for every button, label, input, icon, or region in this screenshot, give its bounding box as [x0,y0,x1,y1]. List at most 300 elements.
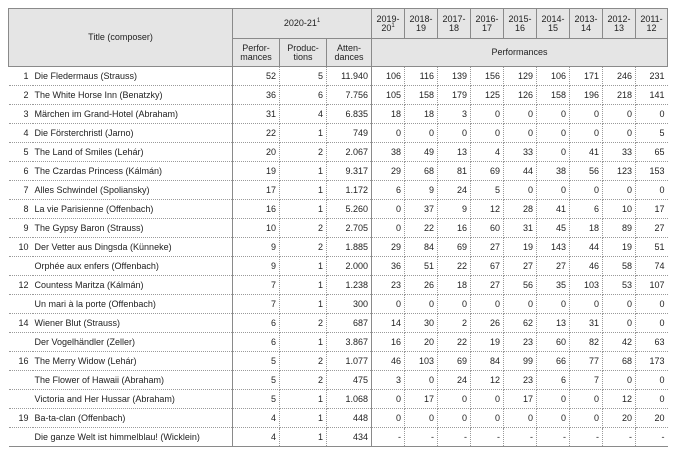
performances-label: Perfor- mances [240,42,272,62]
productions-2020-cell: 6 [280,86,327,105]
table-row [9,67,668,86]
productions-2020-cell: 2 [280,371,327,390]
rank-cell [9,333,33,352]
season-performances-cell: 106 [372,67,405,86]
table-row [9,371,668,390]
season-performances-cell: 23 [504,333,537,352]
attendances-2020-cell: 1.238 [327,276,372,295]
season-end-label: 15 [548,22,559,33]
title-cell: The Gypsy Baron (Strauss) [33,219,233,238]
season-performances-cell: 218 [603,86,636,105]
attendances-2020-cell: 1.172 [327,181,372,200]
title-cell: Der Vetter aus Dingsda (Künneke) [33,238,233,257]
season-performances-cell: 27 [471,238,504,257]
season-performances-cell: 0 [372,124,405,143]
productions-2020-cell: 2 [280,314,327,333]
season-performances-cell: 12 [603,390,636,409]
season-performances-cell: 0 [471,124,504,143]
productions-2020-cell: 2 [280,352,327,371]
season-2020-header [233,9,372,39]
season-performances-cell: 0 [504,124,537,143]
performances-2020-cell: 6 [233,314,280,333]
season-performances-cell: - [570,428,603,447]
season-performances-cell: 69 [438,352,471,371]
attendances-2020-cell: 434 [327,428,372,447]
season-performances-cell: 69 [438,238,471,257]
season-performances-cell: - [405,428,438,447]
rank-cell [9,428,33,447]
season-performances-cell: 0 [603,181,636,200]
season-performances-cell: 103 [570,276,603,295]
productions-2020-cell: 1 [280,162,327,181]
season-performances-cell: 12 [471,371,504,390]
season-performances-cell: 0 [372,219,405,238]
season-performances-cell: 10 [603,200,636,219]
season-performances-cell: 27 [537,257,570,276]
productions-2020-cell: 4 [280,105,327,124]
season-performances-cell: 82 [570,333,603,352]
season-start-label: 2016- [475,13,499,24]
season-performances-cell: 67 [471,257,504,276]
season-performances-cell: 38 [537,162,570,181]
title-cell: Wiener Blut (Strauss) [33,314,233,333]
attendances-2020-cell: 7.756 [327,86,372,105]
season-end-label: 20 [381,22,392,33]
productions-2020-cell: 1 [280,181,327,200]
performances-2020-cell: 31 [233,105,280,124]
season-performances-cell: 231 [636,67,668,86]
season-performances-cell: 2 [438,314,471,333]
season-performances-cell: 14 [372,314,405,333]
season-performances-cell: 33 [504,143,537,162]
season-performances-cell: 17 [405,390,438,409]
table-row [9,390,668,409]
season-performances-cell: 0 [570,124,603,143]
season-performances-cell: 3 [372,371,405,390]
season-performances-cell: 20 [603,409,636,428]
rank-cell: 8 [9,200,33,219]
operetta-statistics-table [8,8,668,447]
season-performances-cell: 68 [405,162,438,181]
season-performances-cell: 0 [570,181,603,200]
season-performances-cell: 0 [372,409,405,428]
attendances-2020-cell: 6.835 [327,105,372,124]
season-performances-cell: 19 [504,238,537,257]
productions-2020-cell: 1 [280,390,327,409]
attendances-2020-cell: 2.000 [327,257,372,276]
season-end-label: 12 [646,22,657,33]
season-header-8 [636,9,668,39]
season-performances-cell: 0 [570,105,603,124]
season-performances-cell: 158 [405,86,438,105]
season-performances-cell: - [636,428,668,447]
season-performances-cell: 141 [636,86,668,105]
table-row [9,276,668,295]
season-performances-cell: 6 [570,200,603,219]
title-cell: The Land of Smiles (Lehár) [33,143,233,162]
season-performances-cell: 0 [471,105,504,124]
season-performances-cell: 0 [537,181,570,200]
season-start-label: 2017- [442,13,466,24]
rank-cell: 5 [9,143,33,162]
table-row [9,200,668,219]
table-body [9,67,668,447]
season-performances-cell: 27 [636,219,668,238]
season-performances-cell: 0 [471,390,504,409]
performances-2020-cell: 5 [233,352,280,371]
season-start-label: 2013- [574,13,598,24]
season-performances-cell: 27 [471,276,504,295]
season-performances-cell: 74 [636,257,668,276]
productions-2020-cell: 1 [280,333,327,352]
season-performances-cell: 22 [438,257,471,276]
rank-cell: 6 [9,162,33,181]
season-performances-cell: 63 [636,333,668,352]
season-performances-cell: 51 [636,238,668,257]
season-performances-cell: 37 [405,200,438,219]
attendances-label: Atten- dances [334,42,364,62]
attendances-2020-cell: 1.068 [327,390,372,409]
attendances-2020-cell: 3.867 [327,333,372,352]
attendances-2020-cell: 2.705 [327,219,372,238]
season-performances-cell: 17 [504,390,537,409]
season-performances-cell: 29 [372,162,405,181]
performances-2020-cell: 4 [233,409,280,428]
season-performances-cell: 33 [603,143,636,162]
season-end-label: 18 [449,22,460,33]
season-performances-cell: 27 [504,257,537,276]
performances-2020-cell: 36 [233,86,280,105]
season-performances-cell: 24 [438,181,471,200]
season-performances-cell: 6 [372,181,405,200]
season-performances-cell: 0 [570,390,603,409]
productions-2020-cell: 1 [280,295,327,314]
productions-2020-cell: 1 [280,124,327,143]
season-performances-cell: 18 [405,105,438,124]
season-performances-cell: 0 [603,371,636,390]
title-cell: La vie Parisienne (Offenbach) [33,200,233,219]
season-performances-cell: 81 [438,162,471,181]
season-performances-cell: 19 [471,333,504,352]
attendances-2020-cell: 300 [327,295,372,314]
season-performances-cell: 36 [372,257,405,276]
season-performances-cell: 41 [570,143,603,162]
season-performances-cell: 0 [372,200,405,219]
season-performances-cell: 126 [504,86,537,105]
productions-header [280,39,327,67]
attendances-2020-cell: 749 [327,124,372,143]
productions-2020-cell: 2 [280,143,327,162]
table-row [9,333,668,352]
performances-2020-cell: 52 [233,67,280,86]
season-performances-cell: 26 [405,276,438,295]
season-performances-cell: 0 [537,390,570,409]
season-2020-footnote: 1 [316,18,321,24]
season-performances-cell: 24 [438,371,471,390]
productions-2020-cell: 5 [280,67,327,86]
season-header-0 [372,9,405,39]
season-performances-cell: 0 [372,295,405,314]
table-row [9,143,668,162]
season-performances-cell: - [537,428,570,447]
performances-2020-cell: 5 [233,371,280,390]
table-row [9,257,668,276]
season-performances-cell: 0 [636,105,668,124]
season-performances-cell: 12 [471,200,504,219]
season-performances-cell: 3 [438,105,471,124]
season-performances-cell: 0 [504,295,537,314]
season-performances-cell: 46 [570,257,603,276]
season-performances-cell: 18 [438,276,471,295]
season-performances-cell: 0 [504,105,537,124]
season-performances-cell: - [471,428,504,447]
attendances-2020-cell: 1.885 [327,238,372,257]
season-performances-cell: 0 [471,409,504,428]
season-performances-cell: 0 [636,295,668,314]
productions-2020-cell: 2 [280,238,327,257]
season-performances-cell: 23 [504,371,537,390]
season-performances-cell: 30 [405,314,438,333]
productions-2020-cell: 2 [280,219,327,238]
attendances-2020-cell: 687 [327,314,372,333]
season-performances-cell: 60 [537,333,570,352]
table-container [8,8,667,447]
season-performances-cell: 51 [405,257,438,276]
season-performances-cell: - [438,428,471,447]
season-header-7 [603,9,636,39]
season-performances-cell: 41 [537,200,570,219]
table-row [9,238,668,257]
attendances-header [327,39,372,67]
season-performances-cell: 60 [471,219,504,238]
table-row [9,124,668,143]
title-cell: Orphée aux enfers (Offenbach) [33,257,233,276]
productions-2020-cell: 1 [280,200,327,219]
season-start-label: 2019- [376,13,400,24]
season-end-label: 14 [581,22,592,33]
title-cell: The Flower of Hawaii (Abraham) [33,371,233,390]
season-performances-cell: 19 [603,238,636,257]
season-performances-cell: 31 [570,314,603,333]
performances-2020-cell: 19 [233,162,280,181]
table-row [9,86,668,105]
season-performances-cell: 0 [537,295,570,314]
productions-2020-cell: 1 [280,428,327,447]
table-row [9,409,668,428]
title-cell: Märchen im Grand-Hotel (Abraham) [33,105,233,124]
title-cell: The White Horse Inn (Benatzky) [33,86,233,105]
season-performances-cell: 129 [504,67,537,86]
title-column-label: Title (composer) [88,32,153,42]
season-2020-label: 2020-21 [283,18,317,28]
productions-2020-cell: 1 [280,276,327,295]
season-start-label: 2012- [607,13,631,24]
season-performances-cell: 0 [537,409,570,428]
season-performances-cell: 22 [405,219,438,238]
season-header-6 [570,9,603,39]
attendances-2020-cell: 1.077 [327,352,372,371]
season-end-label: 13 [614,22,625,33]
season-performances-cell: 0 [438,409,471,428]
season-performances-cell: 22 [438,333,471,352]
season-performances-cell: 153 [636,162,668,181]
season-performances-cell: 45 [537,219,570,238]
season-start-label: 2018- [409,13,433,24]
attendances-2020-cell: 9.317 [327,162,372,181]
season-header-1 [405,9,438,39]
season-header-4 [504,9,537,39]
performances-header [233,39,280,67]
season-performances-cell: 23 [372,276,405,295]
rank-cell: 1 [9,67,33,86]
season-performances-cell: 20 [636,409,668,428]
season-performances-cell: 35 [537,276,570,295]
performances-group-label: Performances [491,47,548,57]
season-performances-cell: 56 [504,276,537,295]
season-performances-cell: 0 [438,390,471,409]
season-performances-cell: 0 [537,143,570,162]
season-performances-cell: 105 [372,86,405,105]
season-performances-cell: 7 [570,371,603,390]
season-end-label: 17 [482,22,493,33]
rank-cell: 7 [9,181,33,200]
productions-2020-cell: 1 [280,257,327,276]
season-performances-cell: 179 [438,86,471,105]
title-cell: The Merry Widow (Lehár) [33,352,233,371]
performances-2020-cell: 4 [233,428,280,447]
season-performances-cell: 42 [603,333,636,352]
performances-2020-cell: 7 [233,295,280,314]
season-performances-cell: 20 [405,333,438,352]
title-cell: The Czardas Princess (Kálmán) [33,162,233,181]
rank-cell [9,295,33,314]
title-cell: Alles Schwindel (Spoliansky) [33,181,233,200]
rank-cell: 9 [9,219,33,238]
title-cell: Victoria and Her Hussar (Abraham) [33,390,233,409]
season-performances-cell: 89 [603,219,636,238]
season-performances-cell: 0 [636,390,668,409]
season-performances-cell: 0 [405,295,438,314]
table-row [9,428,668,447]
season-performances-cell: 77 [570,352,603,371]
season-performances-cell: 123 [603,162,636,181]
attendances-2020-cell: 5.260 [327,200,372,219]
table-row [9,181,668,200]
season-performances-cell: 53 [603,276,636,295]
performances-2020-cell: 9 [233,257,280,276]
season-performances-cell: - [603,428,636,447]
season-performances-cell: 13 [438,143,471,162]
season-performances-cell: 125 [471,86,504,105]
season-performances-cell: 0 [636,314,668,333]
season-performances-cell: 0 [438,295,471,314]
performances-2020-cell: 6 [233,333,280,352]
season-performances-cell: 5 [471,181,504,200]
performances-2020-cell: 5 [233,390,280,409]
season-start-label: 2014- [541,13,565,24]
season-performances-cell: 0 [405,409,438,428]
season-performances-cell: 66 [537,352,570,371]
performances-group-header [372,39,668,67]
season-performances-cell: 62 [504,314,537,333]
season-performances-cell: 173 [636,352,668,371]
attendances-2020-cell: 475 [327,371,372,390]
season-performances-cell: 16 [372,333,405,352]
season-end-label: 19 [416,22,427,33]
season-performances-cell: - [504,428,537,447]
season-performances-cell: 196 [570,86,603,105]
season-performances-cell: 171 [570,67,603,86]
season-performances-cell: 28 [504,200,537,219]
season-performances-cell: 0 [603,295,636,314]
performances-2020-cell: 9 [233,238,280,257]
rank-cell: 16 [9,352,33,371]
season-performances-cell: 84 [405,238,438,257]
season-performances-cell: 46 [372,352,405,371]
season-performances-cell: 158 [537,86,570,105]
season-performances-cell: 44 [504,162,537,181]
season-end-label: 16 [515,22,526,33]
season-performances-cell: 0 [504,181,537,200]
productions-2020-cell: 1 [280,409,327,428]
season-performances-cell: 68 [603,352,636,371]
season-performances-cell: 0 [537,105,570,124]
season-performances-cell: 26 [471,314,504,333]
season-performances-cell: 0 [504,409,537,428]
title-cell: Der Vogelhändler (Zeller) [33,333,233,352]
season-header-3 [471,9,504,39]
title-column-header [9,9,233,67]
performances-2020-cell: 22 [233,124,280,143]
performances-2020-cell: 17 [233,181,280,200]
rank-cell: 3 [9,105,33,124]
season-performances-cell: 0 [636,181,668,200]
table-row [9,162,668,181]
season-performances-cell: 69 [471,162,504,181]
season-performances-cell: 0 [603,314,636,333]
season-performances-cell: 31 [504,219,537,238]
season-performances-cell: 17 [636,200,668,219]
table-row [9,105,668,124]
season-performances-cell: 18 [372,105,405,124]
season-performances-cell: 6 [537,371,570,390]
season-performances-cell: 0 [537,124,570,143]
season-performances-cell: - [372,428,405,447]
attendances-2020-cell: 448 [327,409,372,428]
season-performances-cell: 18 [570,219,603,238]
season-performances-cell: 0 [603,105,636,124]
title-cell: Die ganze Welt ist himmelblau! (Wicklein) [33,428,233,447]
rank-cell: 10 [9,238,33,257]
season-performances-cell: 65 [636,143,668,162]
title-cell: Die Fledermaus (Strauss) [33,67,233,86]
season-performances-cell: 5 [636,124,668,143]
rank-cell: 19 [9,409,33,428]
rank-cell: 4 [9,124,33,143]
season-performances-cell: 9 [405,181,438,200]
season-performances-cell: 0 [636,371,668,390]
title-cell: Countess Maritza (Kálmán) [33,276,233,295]
season-performances-cell: 0 [570,295,603,314]
season-performances-cell: 143 [537,238,570,257]
season-performances-cell: 0 [570,409,603,428]
season-performances-cell: 4 [471,143,504,162]
season-header-2 [438,9,471,39]
title-cell: Ba-ta-clan (Offenbach) [33,409,233,428]
season-performances-cell: 0 [471,295,504,314]
season-performances-cell: 56 [570,162,603,181]
season-performances-cell: 49 [405,143,438,162]
